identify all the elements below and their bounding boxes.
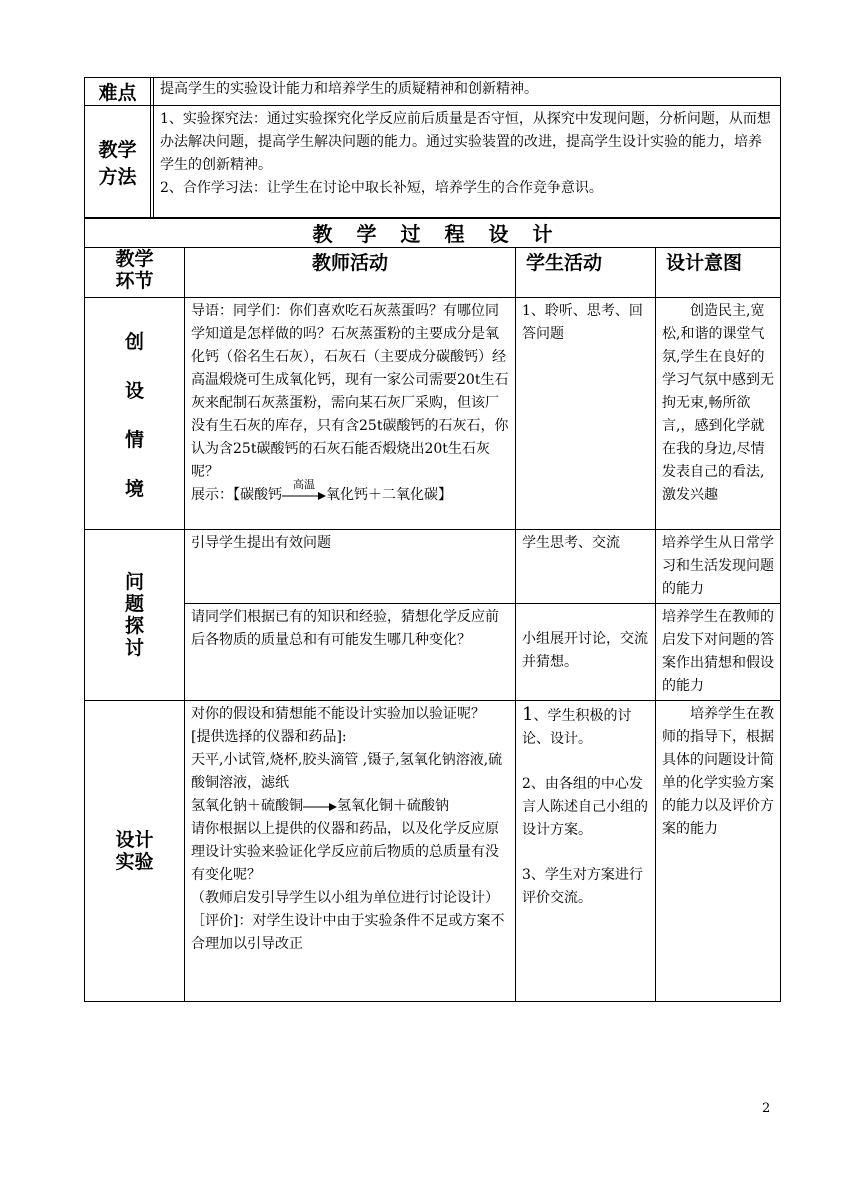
phase-design-line-1: 设计 (115, 829, 154, 851)
process-title-row (85, 218, 781, 248)
situation-teacher (185, 298, 516, 530)
inquiry-teacher-2: 请同学们根据已有的知识和经验，猜想化学反应前后各物质的质量总和有可能发生哪几种变化？ (185, 604, 516, 701)
phase-char: 境 (124, 477, 144, 500)
inquiry-intent-2: 培养学生在教师的启发下对问题的答案作出猜想和假设的能力 (656, 604, 781, 701)
inquiry-student-2-text: 小组展开讨论，交流并猜想。 (522, 631, 648, 670)
phase-char: 问 (124, 571, 144, 593)
objectives-table (84, 77, 781, 219)
design-teacher-line: （教师启发引导学生以小组为单位进行讨论设计） (191, 890, 499, 906)
design-student-text: 、学生积极的讨论、设计。 (522, 708, 632, 747)
inquiry-intent-1: 培养学生从日常学习和生活发现问题的能力 (656, 530, 781, 604)
inquiry-student-2 (516, 604, 656, 701)
arrow-icon (303, 803, 337, 811)
situation-student: 1、聆听、思考、回答问题 (516, 298, 656, 530)
reaction-condition: 高温 (293, 478, 315, 491)
design-teacher-line: 请你根据以上提供的仪器和药品，以及化学反应原理设计实验来验证化学反应前后物质的总质量有没有变化呢？ (191, 821, 499, 883)
header-teacher: 教师活动 (185, 248, 516, 298)
difficulty-text: 提高学生的实验设计能力和培养学生的质疑精神和创新精神。 (154, 78, 781, 106)
header-intent: 设计意图 (656, 248, 781, 298)
header-phase-line-2: 环节 (115, 270, 154, 292)
title-char: 过 (400, 222, 421, 246)
design-equation (191, 795, 509, 818)
spacer (522, 751, 649, 773)
process-table (84, 217, 781, 1002)
situation-reaction (191, 478, 509, 507)
design-teacher-line: 天平,小试管,烧杯,胶头滴管 ,镊子,氢氧化钠溶液,硫酸铜溶液，滤纸 (191, 752, 503, 791)
design-teacher-line: 对你的假设和猜想能不能设计实验加以验证呢？ (191, 706, 485, 722)
phase-design (85, 701, 185, 1002)
header-phase (85, 248, 185, 298)
design-student (516, 701, 656, 1002)
situation-intent: 创造民主,宽松,和谐的课堂气氛,学生在良好的学习气氛中感到无拘无束,畅所欲言,，感到化学就在我的身边,尽情发表自己的看法,激发兴趣 (656, 298, 781, 530)
title-char: 设 (488, 222, 509, 246)
situation-row (85, 298, 781, 530)
design-student-item-1 (522, 703, 649, 751)
phase-situation (85, 298, 185, 530)
equation-left: 氢氧化钠＋硫酸铜 (191, 798, 303, 814)
inquiry-teacher-1: 引导学生提出有效问题 (185, 530, 516, 604)
title-char: 程 (444, 222, 465, 246)
phase-inquiry (85, 530, 185, 701)
process-title (85, 218, 781, 248)
method-item-2: 2、合作学习法：让学生在讨论中取长补短，培养学生的合作竞争意识。 (160, 180, 603, 196)
title-char: 学 (356, 222, 377, 246)
design-student-item-2: 2、由各组的中心发言人陈述自己小组的设计方案。 (522, 776, 648, 838)
reaction-arrow (282, 478, 326, 502)
method-row (85, 106, 781, 219)
title-char: 教 (312, 222, 333, 246)
equation-right: 氢氧化铜＋硫酸钠 (337, 798, 449, 814)
design-teacher (185, 701, 516, 1002)
phase-char: 探 (124, 615, 144, 637)
method-label-line-2: 方法 (98, 166, 137, 188)
design-student-num: 1 (522, 704, 534, 725)
design-teacher-line: [提供选择的仪器和药品]: (191, 729, 347, 745)
design-teacher-line: ［评价]：对学生设计中由于实验条件不足或方案不合理加以引导改正 (191, 913, 505, 952)
reaction-right: 氧化钙＋二氧化碳】 (326, 487, 452, 503)
header-row (85, 248, 781, 298)
phase-char: 讨 (124, 637, 144, 659)
inquiry-row-2 (85, 604, 781, 701)
page-number: 2 (762, 1101, 771, 1116)
phase-char: 创 (124, 330, 144, 353)
design-student-item-3: 3、学生对方案进行评价交流。 (522, 867, 643, 906)
difficulty-label: 难点 (85, 78, 151, 106)
method-label-line-1: 教学 (98, 139, 137, 161)
equation-arrow (303, 799, 337, 813)
inquiry-row-1 (85, 530, 781, 604)
difficulty-row (85, 78, 781, 106)
design-row (85, 701, 781, 1002)
situation-teacher-text: 导语：同学们：你们喜欢吃石灰蒸蛋吗？有哪位同学知道是怎样做的吗？石灰蒸蛋粉的主要成分是氧化钙（俗名生石灰），石灰石（主要成分碳酸钙）经高温煅烧可生成氧化钙，现有一家公司需要20t生石灰来配制石灰蒸蛋粉，需向某石灰厂采购，但该厂没有生石灰的库存，只有含25t碳酸钙的石灰石，你认为含25t碳酸钙的石灰石能否煅烧出20t生石灰呢？ (191, 303, 509, 480)
inquiry-student-1: 学生思考、交流 (516, 530, 656, 604)
reaction-left: 展示：【碳酸钙 (191, 487, 282, 503)
phase-char: 情 (124, 428, 144, 451)
phase-char: 设 (124, 379, 144, 402)
method-text (154, 106, 781, 219)
phase-design-line-2: 实验 (115, 851, 154, 873)
method-item-1: 1、实验探究法：通过实验探究化学反应前后质量是否守恒，从探究中发现问题，分析问题，从而想办法解决问题，提高学生解决问题的能力。通过实验装置的改进，提高学生设计实验的能力，培养学生的创新精神。 (160, 111, 771, 173)
method-label (85, 106, 151, 219)
phase-char: 题 (124, 593, 144, 615)
design-intent: 培养学生在教师的指导下，根据具体的问题设计简单的化学实验方案的能力以及评价方案的能力 (656, 701, 781, 1002)
arrow-icon (282, 492, 326, 500)
header-student: 学生活动 (516, 248, 656, 298)
title-char: 计 (532, 222, 553, 246)
spacer (522, 842, 649, 864)
header-phase-line-1: 教学 (115, 248, 154, 270)
